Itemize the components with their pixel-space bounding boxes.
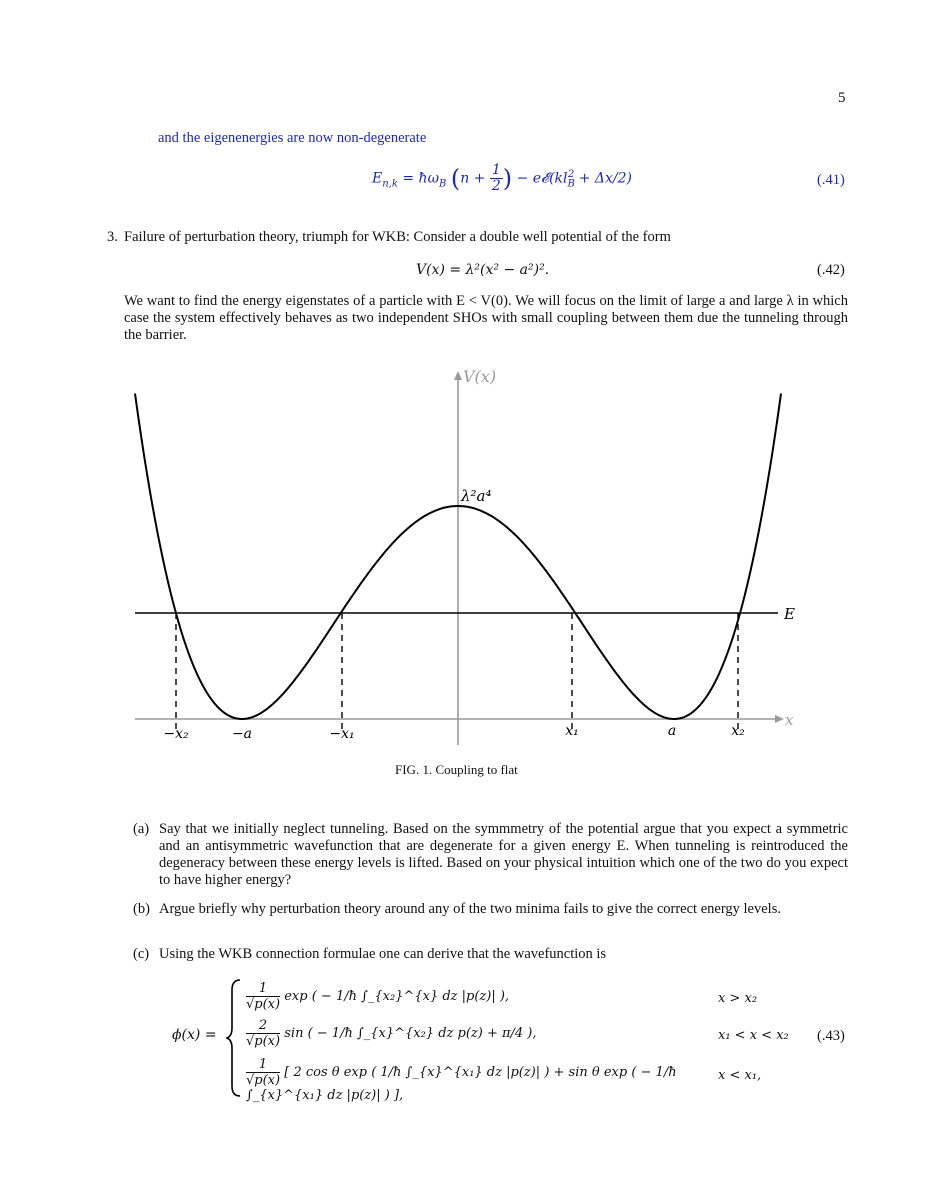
equation-42: V(x) = λ²(x² − a²)². [416,262,550,278]
intro-paragraph: We want to find the energy eigenstates of a particle with E < V(0). We will focus on the limit of large a and large λ in which case the system effectively behaves as two independent SHOs with small coupling between them due the tunneling through the barrier. [124,293,848,343]
eq41-omega-sub: B [439,178,447,190]
eq43-lhs: ϕ(x) = [172,1027,217,1043]
eq43-case-1 [246,981,509,1012]
intro-text: and the eigenenergies are now non-degenerate [158,130,427,146]
energy-label: E [784,605,795,623]
question-a-text: Say that we initially neglect tunneling. Based on the symmmetry of the potential argue that you expect a symmetric and an antisymmetric wavefunction that are degenerate for a given energy E. When tunneling is reintroduced the degeneracy between these energy levels is lifted. Based on your physical intuition which one of the two do you expect to have higher energy? [159,821,848,888]
equation-41: $E_{n,k}$ = $ħ\omega_B$ (n + $\frac{1}{2}$ ) − $e𝓔(kl_B^2 + \Delta x/2)$ [372,162,632,194]
tick-label-neg-a: −a [231,726,253,742]
x-axis-label: x [785,711,794,729]
eq43-case2-coef: $\frac{2}{√p(x)}$ [246,1018,281,1049]
eq41-rest: − e𝓔(kl [516,170,568,187]
tick-label-neg-x2: −x₂ [163,726,189,742]
tick-label-x2: x₂ [731,723,745,739]
eq43-case1-coef: $\frac{1}{√p(x)}$ [246,981,281,1012]
double-well-figure [120,360,810,755]
tick-label-a: a [667,723,677,739]
question-c [133,946,848,963]
page-number: 5 [838,90,846,106]
item3-label: 3. [107,229,118,245]
question-a [133,821,848,889]
eq43-case1-expr: exp ( − 1/ħ ∫_{x₂}^{x} dz |p(z)| ), [284,989,510,1004]
item3-text: Failure of perturbation theory, triumph for WKB: Consider a double well potential of the form [124,229,671,245]
eq41-lb-sup: 2 [567,168,575,180]
eq41-lhs-sub: n,k [382,178,398,190]
eq43-case1-condition: x > x₂ [718,991,758,1006]
eq41-half: $\frac{1}{2}$ [491,162,501,194]
question-b-label: (b) [133,901,150,917]
question-b-text: Argue briefly why perturbation theory around any of the two minima fails to give the correct energy levels. [159,901,781,917]
eq43-case3-expr: [ 2 cos θ exp ( 1/ħ ∫_{x}^{x₁} dz |p(z)| ) + sin θ exp ( − 1/ħ ∫_{x}^{x₁} dz |p(z)| ) ], [246,1065,677,1103]
eq43-case3-condition: x < x₁, [718,1068,762,1083]
tick-label-x1: x₁ [565,723,579,739]
eq42-number: (.42) [817,262,845,278]
eq43-case2-expr: sin ( − 1/ħ ∫_{x}^{x₂} dz p(z) + π/4 ), [284,1026,537,1041]
tick-label-neg-x1: −x₁ [329,726,355,742]
y-axis-label: V(x) [463,367,497,386]
eq41-equals: = ħω [402,170,439,187]
eq43-case-2 [246,1018,537,1049]
eq41-tail: + Δx/2) [578,170,632,187]
eq43-number: (.43) [817,1028,845,1044]
eq43-case2-condition: x₁ < x < x₂ [718,1028,789,1043]
question-c-label: (c) [133,946,150,962]
y-axis-arrow [454,371,462,380]
eq43-case3-coef: $\frac{1}{√p(x)}$ [246,1057,281,1088]
figure-caption: FIG. 1. Coupling to flat [395,762,518,777]
question-b [133,901,848,918]
eq41-lb-sub: B [567,178,575,190]
x-axis-arrow [775,715,784,723]
eq41-n: n + [460,170,486,187]
eq43-case-3 [246,1057,706,1103]
eq43-brace [226,978,242,1098]
peak-label: λ²a⁴ [461,487,492,505]
eq41-number: (.41) [817,172,845,188]
eq41-lhs: E [372,170,383,187]
question-a-label: (a) [133,821,150,837]
question-c-text: Using the WKB connection formulae one can derive that the wavefunction is [159,946,607,962]
